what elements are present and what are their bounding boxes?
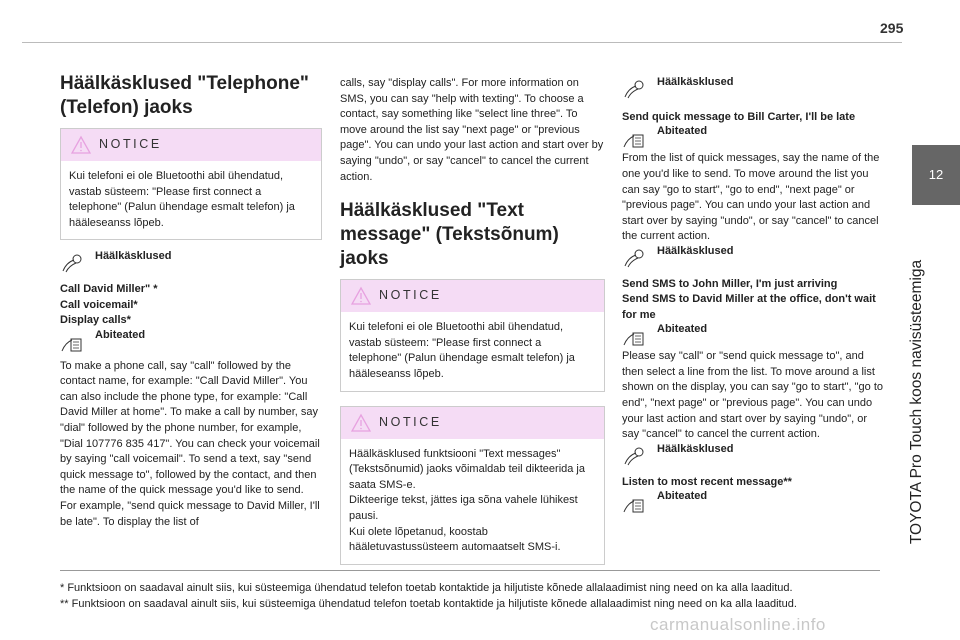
- footnote-divider: [60, 570, 880, 571]
- footnote: * Funktsioon on saadaval ainult siis, kui süsteemiga ühendatud telefon toetab kontaktide ja hiljutiste kõnede allalaadimist ning need on ka alla laaditud.: [60, 582, 793, 594]
- body-text: From the list of quick messages, say the name of the one you'd like to send. To move around the list you can say "go to start", "go to end", "next page" or "previous page". You can undo your last action and start over by saying "undo", or say "cancel" to cancel the current action.: [622, 152, 880, 243]
- column-2: [340, 76, 605, 575]
- notice-text: Kui telefoni ei ole Bluetoothi abil ühendatud, vastab süsteem: "Please first connect a telephone" (Palun ühendage esmalt telefon) ja hääleseanss lõpeb.: [349, 321, 575, 380]
- help-row: [622, 490, 886, 508]
- command-text: Call David Miller" *: [60, 283, 158, 296]
- notice-box: [60, 128, 322, 240]
- warning-triangle-icon: [71, 135, 91, 155]
- notice-body: [341, 439, 604, 564]
- help-grid-icon: [622, 492, 644, 514]
- chapter-tab[interactable]: 12: [912, 145, 960, 205]
- notice-text: Kui telefoni ei ole Bluetoothi abil ühendatud, vastab süsteem: "Please first connect a telephone" (Palun ühendage esmalt telefon) ja hääleseanss lõpeb.: [69, 170, 295, 229]
- side-title-text: TOYOTA Pro Touch koos navisüsteemiga: [908, 259, 925, 545]
- voice-commands-label: Häälkäsklused: [657, 442, 734, 455]
- help-row: [622, 323, 886, 341]
- body-text: Please say "call" or "send quick message to", and then select a line from the list. To move around a list shown on the display, you can say "go to start", "go to end", "next page" or "previous page". You can undo your last action and start over by saying "undo", or say "cancel" to cancel the current action.: [622, 350, 883, 441]
- notice-box: [340, 406, 605, 565]
- body-text: calls, say "display calls". For more information on SMS, you can say "help with texting". To choose a contact, say something like "select line three". To move around the list say "next page" or "previous page". You can undo your last action and start over by saying "undo", or say "cancel" to cancel the current action.: [340, 77, 604, 183]
- warning-triangle-icon: [351, 413, 371, 433]
- voice-commands-label: Häälkäsklused: [657, 244, 734, 257]
- notice-header: [341, 280, 604, 312]
- notice-header: [341, 407, 604, 439]
- voice-command-row: [60, 250, 322, 268]
- column-1: [60, 72, 322, 530]
- warning-triangle-icon: [351, 286, 371, 306]
- help-grid-icon: [622, 127, 644, 149]
- help-label: Abiteated: [657, 323, 708, 336]
- notice-header: [61, 129, 321, 161]
- voice-command-icon: [622, 445, 644, 467]
- notice-title: NOTICE: [379, 414, 442, 429]
- voice-command-row: [622, 443, 886, 461]
- column-3: [622, 76, 886, 510]
- help-label: Abiteated: [657, 490, 708, 503]
- notice-title: NOTICE: [379, 288, 442, 303]
- voice-commands-label: Häälkäsklused: [95, 250, 172, 263]
- help-label: Abiteated: [657, 125, 708, 138]
- footnote: ** Funktsioon on saadaval ainult siis, kui süsteemiga ühendatud telefon toetab kontaktide ja hiljutiste kõnede allalaadimist ning need on ka alla laaditud.: [60, 598, 797, 610]
- notice-line: Kui olete lõpetanud, koostab hääletuvastussüsteem automaatselt SMS-i.: [349, 525, 561, 554]
- command-text: Call voicemail*: [60, 298, 138, 311]
- body-text: To make a phone call, say "call" followed by the contact name, for example: "Call David Miller". You can also include the phone type, for example: "Call David Miller at home". To make a call by number, say "dial" followed by the phone number, for example, "Dial 107776 835 417". You can check your voicemail by saying "call voicemail". To send a text, say "send quick message to", followed by the contact, and then the name of the quick message you'd like to send. For example, "send quick message to David Miller, I'll be late". To display the list of: [60, 359, 320, 528]
- command-text: Send quick message to Bill Carter, I'll be late: [622, 111, 856, 123]
- watermark: carmanualsonline.info: [650, 615, 826, 634]
- command-text: Send SMS to John Miller, I'm just arriving: [622, 277, 838, 290]
- command-text: Listen to most recent message**: [622, 475, 792, 488]
- voice-command-row: [622, 76, 886, 94]
- voice-command-icon: [60, 252, 82, 274]
- help-grid-icon: [60, 331, 82, 353]
- help-row: [622, 125, 886, 143]
- help-grid-icon: [622, 325, 644, 347]
- voice-command-icon: [622, 247, 644, 269]
- notice-box: [340, 279, 605, 391]
- help-row: [60, 329, 322, 347]
- command-text: Display calls*: [60, 314, 131, 327]
- voice-command-row: [622, 245, 886, 263]
- page-number: 295: [880, 20, 904, 36]
- notice-title: NOTICE: [99, 137, 162, 151]
- section-heading-telephone: Häälkäsklused "Telephone" (Telefon) jaoks: [60, 73, 309, 118]
- notice-line: Dikteerige tekst, jättes iga sõna vahele lühikest pausi.: [349, 494, 578, 522]
- voice-command-icon: [622, 78, 644, 100]
- header-divider: [22, 42, 902, 43]
- side-title: [905, 212, 929, 592]
- command-text: Send SMS to David Miller at the office, don't wait for me: [622, 293, 876, 321]
- section-heading-text-message: Häälkäsklused "Text message" (Tekstsõnum) jaoks: [340, 200, 559, 270]
- voice-commands-label: Häälkäsklused: [657, 76, 734, 88]
- help-label: Abiteated: [95, 328, 146, 341]
- notice-line: Häälkäsklused funktsiooni "Text messages" (Tekstsõnumid) jaoks võimaldab teil dikteerida ja saata SMS-e.: [349, 447, 585, 491]
